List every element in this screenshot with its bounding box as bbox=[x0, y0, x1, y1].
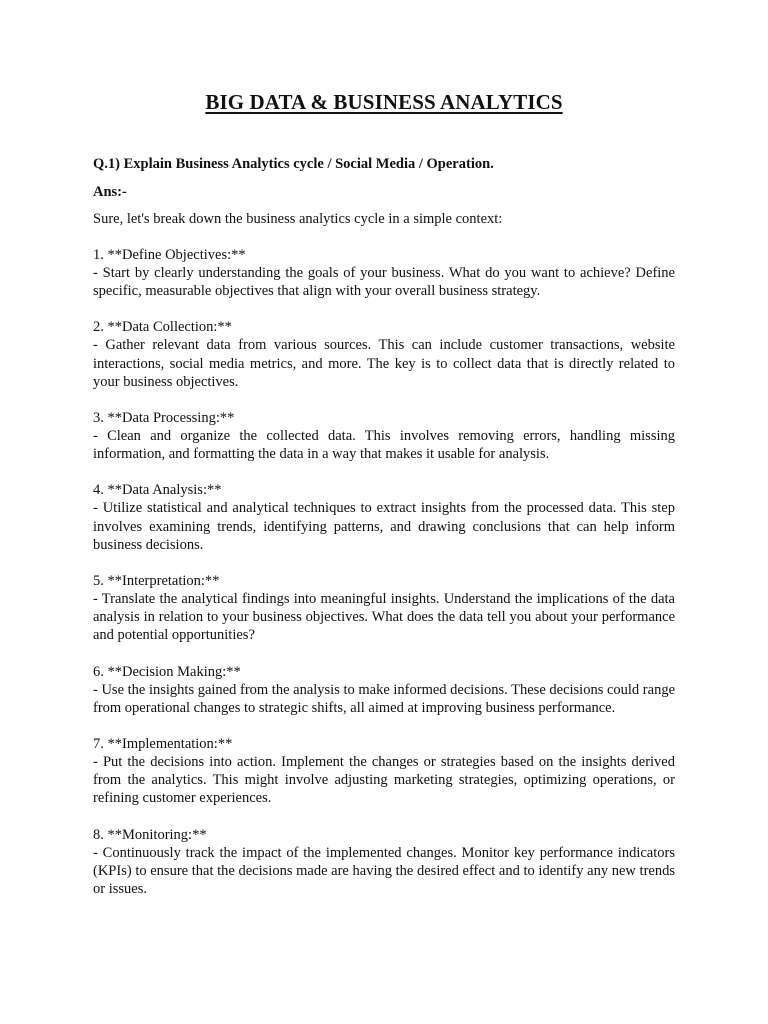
step-data-collection bbox=[93, 318, 675, 391]
document-page bbox=[93, 84, 675, 898]
step-interpretation bbox=[93, 572, 675, 645]
step-define-objectives bbox=[93, 246, 675, 300]
step-implementation bbox=[93, 735, 675, 808]
step-data-analysis bbox=[93, 481, 675, 554]
step-heading: 1. **Define Objectives:** bbox=[93, 247, 246, 263]
step-decision-making bbox=[93, 663, 675, 717]
step-data-processing bbox=[93, 409, 675, 463]
step-heading: 2. **Data Collection:** bbox=[93, 319, 232, 336]
intro-paragraph: Sure, let's break down the business analytics cycle in a simple context: bbox=[93, 211, 503, 227]
step-body: - Use the insights gained from the analysis to make informed decisions. These decisions could range from operational changes to strategic shifts, all aimed at improving business performance. bbox=[93, 681, 676, 716]
step-heading: 5. **Interpretation:** bbox=[93, 573, 220, 590]
document-title: BIG DATA & BUSINESS ANALYTICS bbox=[205, 90, 563, 114]
step-body: - Clean and organize the collected data. This involves removing errors, handling missing information, and formatting the data in a way that makes it usable for analysis. bbox=[93, 428, 675, 463]
step-heading: 7. **Implementation:** bbox=[93, 736, 233, 753]
step-body: - Put the decisions into action. Implement the changes or strategies based on the insights derived from the analytics. This might involve adjusting marketing strategies, optimizing operations, or refining customer experiences. bbox=[93, 754, 675, 807]
step-body: - Start by clearly understanding the goals of your business. What do you want to achieve? Define specific, measurable objectives that align with your overall business strategy. bbox=[93, 265, 675, 300]
step-heading: 6. **Decision Making:** bbox=[93, 663, 241, 680]
step-body: - Translate the analytical findings into meaningful insights. Understand the implications of the data analysis in relation to your business objectives. What does the data tell you about your performance and potential opportunities? bbox=[93, 591, 675, 644]
step-heading: 4. **Data Analysis:** bbox=[93, 482, 222, 499]
step-body: - Continuously track the impact of the implemented changes. Monitor key performance indicators (KPIs) to ensure that the decisions made are having the desired effect and to identify any new trends or issues. bbox=[93, 844, 675, 898]
step-heading: 8. **Monitoring:** bbox=[93, 826, 207, 843]
answer-label: Ans:- bbox=[93, 184, 127, 200]
step-body: - Utilize statistical and analytical techniques to extract insights from the processed data. This step involves examining trends, identifying patterns, and drawing conclusions that can help inform business decisions. bbox=[93, 500, 675, 553]
step-heading: 3. **Data Processing:** bbox=[93, 410, 235, 427]
step-body: - Gather relevant data from various sources. This can include customer transactions, website interactions, social media metrics, and more. The key is to collect data that is directly related to your business objectives. bbox=[93, 337, 675, 390]
step-monitoring bbox=[93, 826, 675, 899]
question-text: Q.1) Explain Business Analytics cycle / Social Media / Operation. bbox=[93, 156, 494, 172]
